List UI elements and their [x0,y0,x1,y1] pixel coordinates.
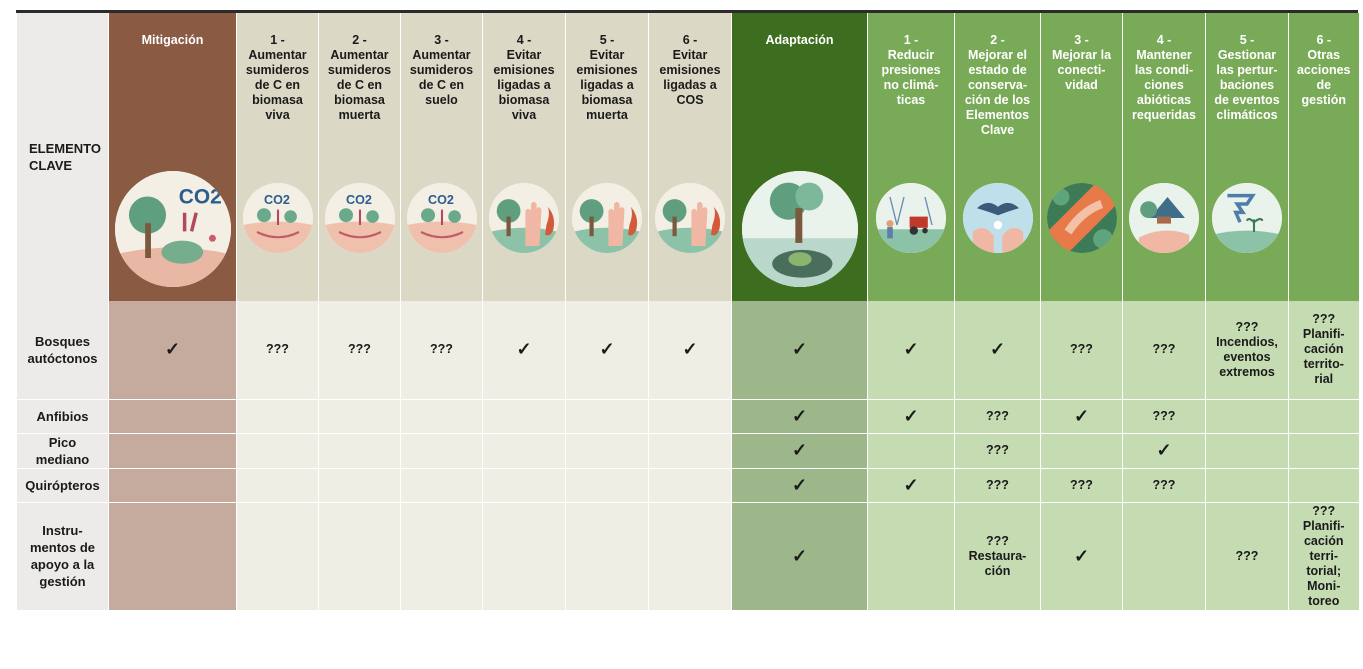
check-icon: ✓ [1156,440,1172,460]
adaptation-column-6 [1289,13,1359,301]
check-icon: ✓ [1073,405,1090,426]
adaptation-column-6-label: 6 - Otras acciones de gestión [1296,33,1351,107]
check-icon: ✓ [903,339,919,360]
adaptation-measure-cell [868,399,955,433]
mitigation-measure-cell [401,502,483,610]
co2-tree-icon [115,171,231,287]
mitigation-measure-cell [401,433,483,468]
adaptation-cell [732,399,868,433]
adaptation-measure-cell [1041,399,1123,433]
adaptation-measure-cell [1289,502,1359,610]
adaptation-measure-cell [1206,502,1289,610]
mitigation-column-6-label: 6 - Evitar emisiones ligadas a COS [659,33,721,107]
adaptation-measure-cell [1123,502,1206,610]
row-label: Quirópteros [17,468,109,502]
adaptation-measure-cell [1123,433,1206,468]
adaptation-cell [732,468,868,502]
mitigation-cell [109,468,237,502]
tractor-people-icon [876,183,946,253]
adaptation-cell [732,502,868,610]
mitigation-cell [109,399,237,433]
mitigation-measure-cell [649,301,732,399]
check-icon: ✓ [791,405,808,426]
adaptation-column-3 [1041,13,1123,301]
adaptation-measure-cell [1041,468,1123,502]
row-label: Anfibios [17,399,109,433]
row-header-label: ELEMENTO CLAVE [17,13,109,301]
adaptation-header-label: Adaptación [765,33,834,47]
table-row [17,468,1359,502]
table-row [17,399,1359,433]
adaptation-measure-cell [1206,399,1289,433]
mitigation-measure-cell [319,301,401,399]
road-hand-icon [1047,183,1117,253]
mountain-hand-icon [1129,183,1199,253]
mitigation-cell [109,433,237,468]
check-icon: ✓ [599,339,615,360]
mitigation-column-3-label: 3 - Aumentar sumideros de C en suelo [409,33,474,107]
hand-fire-tree-icon [655,183,725,253]
tornado-sprout-icon [1212,183,1282,253]
adaptation-measure-cell [1206,301,1289,399]
mitigation-measure-cell [401,468,483,502]
mitigation-column-2-label: 2 - Aumentar sumideros de C en biomasa muerta [327,33,392,122]
mitigation-measure-cell [483,399,566,433]
mitigation-measure-cell [237,502,319,610]
mitigation-measure-cell [237,301,319,399]
mitigation-title: Mitigación [141,33,204,47]
adaptation-column-1-label: 1 - Reducir presiones no climá- ticas [881,33,941,107]
check-icon: ✓ [164,339,181,360]
mitigation-measure-cell [649,468,732,502]
adaptation-column-5 [1206,13,1289,301]
mitigation-column-1-label: 1 - Aumentar sumideros de C en biomasa viva [245,33,310,122]
mitigation-header [109,13,237,301]
adaptation-column-2-label: 2 - Mejorar el estado de conserva- ción de los Elementos Clave [964,33,1031,137]
adaptation-measure-cell [1041,433,1123,468]
adaptation-measure-cell [1041,301,1123,399]
mitigation-measure-cell [319,399,401,433]
adaptation-measure-cell [1289,399,1359,433]
bat-hands-icon [963,183,1033,253]
mitigation-measure-cell [483,301,566,399]
mitigation-measure-cell [483,433,566,468]
adaptation-column-4-label: 4 - Mantener las condi- ciones abióticas requeridas [1132,33,1196,122]
mitigation-column-2 [319,13,401,301]
table-row [17,433,1359,468]
cell-value: ??? [430,342,453,357]
check-icon: ✓ [791,440,808,460]
mitigation-column-5-label: 5 - Evitar emisiones ligadas a biomasa muerta [576,33,638,122]
check-icon: ✓ [989,339,1006,360]
check-icon: ✓ [903,474,919,495]
cell-value: ??? [1070,477,1093,492]
cell-value: ??? [1152,342,1176,357]
adaptation-measure-cell [868,502,955,610]
cell-value: ??? [1235,548,1259,563]
mitigation-measure-cell [649,502,732,610]
table-row [17,502,1359,610]
mitigation-measure-cell [483,468,566,502]
mitigation-measure-cell [649,433,732,468]
co2-sprout-icon [325,183,395,253]
adaptation-cell [732,433,868,468]
mitigation-measure-cell [566,433,649,468]
mitigation-measure-cell [566,468,649,502]
check-icon: ✓ [791,545,808,566]
measures-matrix [16,13,1359,611]
adaptation-column-1 [868,13,955,301]
adaptation-measure-cell [1123,399,1206,433]
mitigation-measure-cell [483,502,566,610]
mitigation-measure-cell [401,301,483,399]
mitigation-column-1 [237,13,319,301]
mitigation-measure-cell [237,468,319,502]
adaptation-measure-cell [955,399,1041,433]
cell-value: ??? [986,477,1009,492]
cell-value: ??? [348,342,371,357]
mitigation-measure-cell [649,399,732,433]
adaptation-column-2 [955,13,1041,301]
hand-fire-tree-icon [572,183,642,253]
check-icon: ✓ [791,339,808,360]
row-label: Instru- mentos de apoyo a la gestión [17,502,109,610]
cell-value: ??? [1152,408,1176,423]
hand-fire-tree-icon [489,183,559,253]
mitigation-column-5 [566,13,649,301]
cell-value: ??? [1070,342,1093,357]
climate-measures-table-sheet [16,10,1358,665]
check-icon: ✓ [1073,545,1090,566]
row-label: Pico mediano [17,433,109,468]
adaptation-column-5-label: 5 - Gestionar las pertur- baciones de eventos climáticos [1214,33,1280,122]
mitigation-cell [109,301,237,399]
adaptation-measure-cell [955,433,1041,468]
co2-sprout-icon [243,183,313,253]
adaptation-measure-cell [1123,301,1206,399]
mitigation-measure-cell [566,502,649,610]
mitigation-measure-cell [237,433,319,468]
check-icon: ✓ [903,405,919,426]
mitigation-column-4 [483,13,566,301]
mitigation-measure-cell [566,399,649,433]
cell-value: ??? [266,342,289,357]
mitigation-column-6 [649,13,732,301]
cell-value: ??? [986,408,1009,423]
adaptation-measure-cell [955,502,1041,610]
cell-value: ??? Restaura- ción [968,533,1027,578]
adaptation-column-3-label: 3 - Mejorar la conecti- vidad [1051,33,1112,92]
row-label: Bosques autóctonos [17,301,109,399]
mitigation-measure-cell [319,502,401,610]
header-row [17,13,1359,301]
mitigation-column-4-label: 4 - Evitar emisiones ligadas a biomasa viva [493,33,555,122]
check-icon: ✓ [516,339,532,360]
table-row [17,301,1359,399]
adaptation-column-4 [1123,13,1206,301]
mitigation-column-3 [401,13,483,301]
cell-value: ??? Planifi- cación territo- rial [1302,312,1345,387]
cell-value: ??? Planifi- cación terri- torial; Moni- toreo [1302,503,1345,608]
adaptation-cell [732,301,868,399]
svg-text:CO2: CO2 [263,193,290,207]
adaptation-measure-cell [1289,468,1359,502]
mitigation-cell [109,502,237,610]
mitigation-measure-cell [319,433,401,468]
mitigation-measure-cell [566,301,649,399]
mitigation-measure-cell [319,468,401,502]
adaptation-measure-cell [1041,502,1123,610]
adaptation-measure-cell [868,301,955,399]
adaptation-header [732,13,868,301]
cell-value: ??? [1152,477,1176,492]
co2-sprout-icon [407,183,477,253]
adaptation-measure-cell [1289,301,1359,399]
adaptation-measure-cell [868,433,955,468]
check-icon: ✓ [791,474,808,495]
adaptation-measure-cell [1206,468,1289,502]
mitigation-measure-cell [237,399,319,433]
check-icon: ✓ [682,339,698,360]
adaptation-measure-cell [1206,433,1289,468]
svg-text:CO2: CO2 [427,193,454,207]
adaptation-measure-cell [1289,433,1359,468]
svg-text:CO2: CO2 [178,185,222,209]
mitigation-measure-cell [401,399,483,433]
cell-value: ??? [986,443,1009,457]
adaptation-measure-cell [955,468,1041,502]
tree-frog-icon [742,171,858,287]
adaptation-measure-cell [955,301,1041,399]
cell-value: ??? Incendios, eventos extremos [1216,319,1278,379]
adaptation-measure-cell [868,468,955,502]
svg-text:CO2: CO2 [345,193,372,207]
adaptation-measure-cell [1123,468,1206,502]
